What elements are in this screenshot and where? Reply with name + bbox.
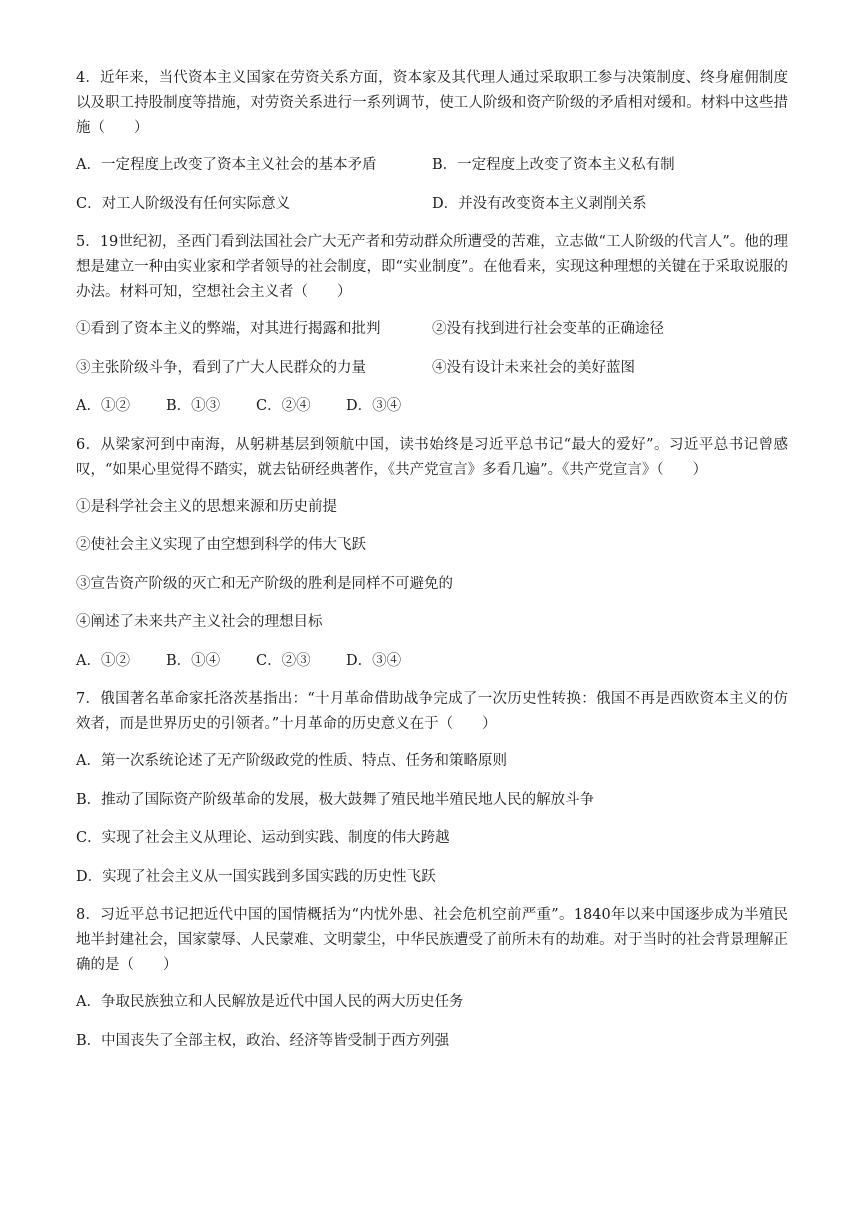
question-8 bbox=[76, 903, 788, 1054]
option-a: A．第一次系统论述了无产阶级政党的性质、特点、任务和策略原则 bbox=[76, 753, 507, 769]
option-a: A．①② bbox=[76, 652, 130, 669]
statements-row bbox=[76, 356, 788, 381]
question-stem: 8．习近平总书记把近代中国的国情概括为“内忧外患、社会危机空前严重”。1840年以来中国逐步成为半殖民地半封建社会，国家蒙辱、人民蒙难、文明蒙尘，中华民族遭受了前所未有的劫难。对于当时的社会背景理解正确的是（ ） bbox=[76, 907, 788, 973]
option-c: C．实现了社会主义从理论、运动到实践、制度的伟大跨越 bbox=[76, 830, 450, 846]
question-stem: 7．俄国著名革命家托洛茨基指出：“十月革命借助战争完成了一次历史性转换：俄国不再是西欧资本主义的仿效者，而是世界历史的引领者。”十月革命的历史意义在于（ ） bbox=[76, 691, 788, 732]
option-c: C．②③ bbox=[256, 652, 311, 669]
option-b: B．①④ bbox=[166, 652, 221, 669]
option-b: B．①③ bbox=[166, 398, 221, 414]
options-row bbox=[76, 394, 788, 419]
options-row bbox=[76, 153, 788, 178]
question-stem: 4．近年来，当代资本主义国家在劳资关系方面，资本家及其代理人通过采取职工参与决策制度、终身雇佣制度以及职工持股制度等措施，对劳资关系进行一系列调节，使工人阶级和资产阶级的矛盾相对缓和。材料中这些措施（ ） bbox=[76, 70, 788, 136]
option-d: D．③④ bbox=[346, 652, 402, 669]
option-b: B．中国丧失了全部主权，政治、经济等皆受制于西方列强 bbox=[76, 1032, 450, 1049]
statement-3: ③主张阶级斗争，看到了广大人民群众的力量 bbox=[76, 359, 366, 376]
statements-row bbox=[76, 317, 788, 342]
option-c: C．②④ bbox=[256, 398, 311, 414]
option-b: B．一定程度上改变了资本主义私有制 bbox=[432, 157, 675, 173]
question-stem: 6．从梁家河到中南海，从躬耕基层到领航中国，读书始终是习近平总书记“最大的爱好”。习近平总书记曾感叹，“如果心里觉得不踏实，就去钻研经典著作，《共产党宣言》多看几遍”。《共产党宣言》（ ） bbox=[76, 436, 788, 478]
option-b: B．推动了国际资产阶级革命的发展，极大鼓舞了殖民地半殖民地人民的解放斗争 bbox=[76, 791, 595, 808]
options-row bbox=[76, 649, 788, 674]
question-6 bbox=[76, 433, 788, 674]
statement-1: ①是科学社会主义的思想来源和历史前提 bbox=[76, 498, 337, 515]
option-d: D．并没有改变资本主义剥削关系 bbox=[432, 195, 647, 212]
statement-1: ①看到了资本主义的弊端，对其进行揭露和批判 bbox=[76, 321, 381, 337]
option-a: A．一定程度上改变了资本主义社会的基本矛盾 bbox=[76, 157, 377, 173]
statement-2: ②使社会主义实现了由空想到科学的伟大飞跃 bbox=[76, 537, 366, 553]
option-d: D．③④ bbox=[346, 398, 402, 414]
option-a: A．争取民族独立和人民解放是近代中国人民的两大历史任务 bbox=[76, 994, 464, 1010]
question-stem: 5．19世纪初，圣西门看到法国社会广大无产者和劳动群众所遭受的苦难，立志做“工人阶级的代言人”。他的理想是建立一种由实业家和学者领导的社会制度，即“实业制度”。在他看来，实现这种理想的关键在于采取说服的办法。材料可知，空想社会主义者（ ） bbox=[76, 234, 788, 300]
statement-4: ④没有设计未来社会的美好蓝图 bbox=[432, 359, 635, 376]
option-d: D．实现了社会主义从一国实践到多国实践的历史性飞跃 bbox=[76, 868, 436, 885]
statement-3: ③宣告资产阶级的灭亡和无产阶级的胜利是同样不可避免的 bbox=[76, 575, 453, 592]
question-7 bbox=[76, 687, 788, 890]
statement-2: ②没有找到进行社会变革的正确途径 bbox=[432, 321, 664, 337]
option-c: C．对工人阶级没有任何实际意义 bbox=[76, 195, 291, 212]
question-4 bbox=[76, 66, 788, 217]
exam-page bbox=[76, 66, 788, 1067]
statement-4: ④阐述了未来共产主义社会的理想目标 bbox=[76, 614, 323, 630]
option-a: A．①② bbox=[76, 398, 130, 414]
options-row bbox=[76, 192, 788, 217]
question-5 bbox=[76, 230, 788, 419]
